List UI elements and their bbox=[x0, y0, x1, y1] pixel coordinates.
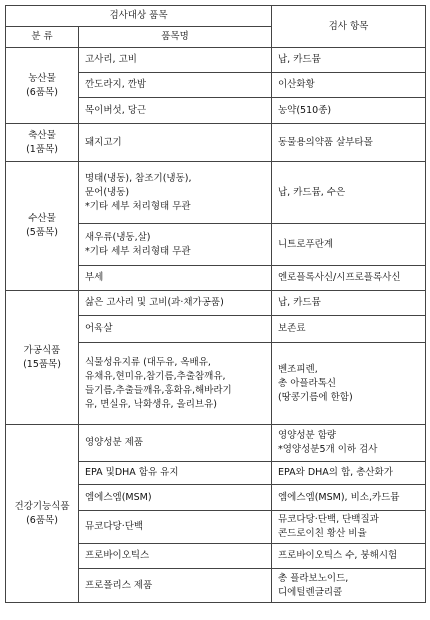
cell-line: 납, 카드뮴 bbox=[278, 54, 321, 65]
cell-line: 명태(냉동), 참조기(냉동), bbox=[85, 172, 192, 184]
cell-line: EPA와 DHA의 합, 총산화가 bbox=[278, 467, 393, 478]
item-name-cell bbox=[79, 162, 272, 224]
test-items-cell bbox=[272, 48, 426, 73]
cell-line: 뮤코다당·단백 bbox=[85, 521, 144, 532]
test-items-cell bbox=[272, 124, 426, 162]
item-name-cell bbox=[79, 291, 272, 316]
cell-line: 농산물 bbox=[28, 72, 56, 84]
cell-line: 프로바이오틱스 수, 붕해시험 bbox=[278, 550, 398, 561]
table-row bbox=[6, 425, 426, 462]
cell-line: 니트로푸란계 bbox=[278, 238, 334, 250]
test-items-cell bbox=[272, 462, 426, 485]
item-name-cell bbox=[79, 511, 272, 544]
cell-line: 뮤코다당·단백, 단백질과 bbox=[278, 514, 379, 525]
cell-line: EPA 및DHA 함유 유지 bbox=[85, 467, 179, 478]
test-items-cell bbox=[272, 485, 426, 511]
inspection-table bbox=[5, 5, 426, 603]
test-items-cell bbox=[272, 316, 426, 343]
cell-line: 고사리, 고비 bbox=[85, 54, 137, 65]
cell-line: 가공식품 bbox=[23, 344, 61, 356]
cell-line: 프로바이오틱스 bbox=[85, 550, 150, 561]
cell-line: 새우류(냉동,살) bbox=[85, 231, 151, 243]
table-row bbox=[6, 162, 426, 224]
test-items-cell bbox=[272, 425, 426, 462]
table-row bbox=[6, 124, 426, 162]
category-cell bbox=[6, 291, 79, 425]
table-row bbox=[6, 291, 426, 316]
category-cell bbox=[6, 425, 79, 603]
item-name-cell bbox=[79, 316, 272, 343]
test-items-cell bbox=[272, 73, 426, 98]
inspection-table-body bbox=[6, 6, 426, 603]
category-cell bbox=[6, 162, 79, 291]
test-items-cell bbox=[272, 544, 426, 569]
cell-line: 들기름,추출들깨유,홍화유,해바라기 bbox=[85, 384, 232, 396]
cell-line: *기타 세부 처리형태 무관 bbox=[85, 245, 191, 257]
test-items-cell bbox=[272, 224, 426, 266]
cell-line: 깐도라지, 깐밤 bbox=[85, 79, 147, 90]
cell-line: (5품목) bbox=[26, 227, 58, 238]
cell-line: 납, 카드뮴, 수은 bbox=[278, 186, 346, 198]
cell-line: 납, 카드뮴 bbox=[278, 297, 321, 308]
cell-line: (6품목) bbox=[26, 86, 58, 98]
item-name-cell bbox=[79, 124, 272, 162]
target-header: 검사대상 품목 bbox=[6, 6, 272, 27]
cell-line: 영양성분 함량 bbox=[278, 430, 337, 441]
test-items-cell bbox=[272, 511, 426, 544]
item-name-cell bbox=[79, 462, 272, 485]
item-name-cell bbox=[79, 544, 272, 569]
cell-line: *기타 세부 처리형태 무관 bbox=[85, 200, 191, 212]
cell-line: 엔로플록사신/시프로플록사신 bbox=[278, 272, 401, 283]
cell-line: 문어(냉동) bbox=[85, 186, 130, 198]
test-items-header: 검사 항목 bbox=[272, 6, 426, 48]
cell-line: 수산물 bbox=[28, 213, 56, 224]
item-name-cell bbox=[79, 266, 272, 291]
item-name-cell bbox=[79, 425, 272, 462]
cell-line: (15품목) bbox=[23, 358, 61, 370]
cell-line: 돼지고기 bbox=[85, 136, 122, 148]
cell-line: 농약(510종) bbox=[278, 104, 332, 116]
cell-line: 어육살 bbox=[85, 323, 113, 334]
cell-line: 디에틸렌글리콜 bbox=[278, 586, 343, 598]
cell-line: 보존료 bbox=[278, 323, 306, 334]
cell-line: 엠에스엠(MSM) bbox=[85, 491, 152, 503]
cell-line: (땅콩기름에 한함) bbox=[278, 391, 353, 403]
cell-line: 부세 bbox=[85, 272, 104, 283]
cell-line: 삶은 고사리 및 고비(과·채가공품) bbox=[85, 297, 224, 308]
cell-line: (6품목) bbox=[26, 514, 58, 526]
item-name-cell bbox=[79, 569, 272, 603]
item-name-cell bbox=[79, 48, 272, 73]
cell-line: 유, 면실유, 낙화생유, 올리브유) bbox=[85, 398, 217, 410]
item-name-cell bbox=[79, 343, 272, 425]
cell-line: 식물성유지류 (대두유, 옥배유, bbox=[85, 356, 211, 368]
cell-line: 유채유,현미유,참기름,추출참깨유, bbox=[85, 370, 226, 382]
item-name-cell bbox=[79, 224, 272, 266]
cell-line: (1품목) bbox=[26, 143, 58, 155]
cell-line: 총 플라보노이드, bbox=[278, 572, 349, 584]
test-items-cell bbox=[272, 569, 426, 603]
category-cell bbox=[6, 48, 79, 124]
cell-line: 벤조피렌, bbox=[278, 363, 318, 375]
test-items-cell bbox=[272, 162, 426, 224]
cell-line: 축산물 bbox=[28, 129, 56, 141]
cell-line: 건강기능식품 bbox=[14, 500, 70, 512]
cell-line: 목이버섯, 당근 bbox=[85, 104, 147, 116]
cell-line: 이산화황 bbox=[278, 79, 315, 90]
test-items-cell bbox=[272, 343, 426, 425]
cell-line: 프로폴리스 제품 bbox=[85, 579, 153, 591]
test-items-cell bbox=[272, 291, 426, 316]
item-name-header: 품목명 bbox=[79, 27, 272, 48]
cell-line: 동물용의약품 살부타몰 bbox=[278, 136, 373, 148]
item-name-cell bbox=[79, 485, 272, 511]
cell-line: *영양성분5개 이하 검사 bbox=[278, 444, 378, 455]
cell-line: 영양성분 제품 bbox=[85, 437, 144, 448]
item-name-cell bbox=[79, 98, 272, 124]
table-row bbox=[6, 48, 426, 73]
category-header: 분 류 bbox=[6, 27, 79, 48]
test-items-cell bbox=[272, 266, 426, 291]
cell-line: 콘드로이친 황산 비율 bbox=[278, 528, 367, 539]
category-cell bbox=[6, 124, 79, 162]
item-name-cell bbox=[79, 73, 272, 98]
cell-line: 총 아플라톡신 bbox=[278, 377, 337, 389]
header-row-1 bbox=[6, 6, 426, 27]
test-items-cell bbox=[272, 98, 426, 124]
cell-line: 엠에스엠(MSM), 비소,카드뮴 bbox=[278, 491, 400, 503]
